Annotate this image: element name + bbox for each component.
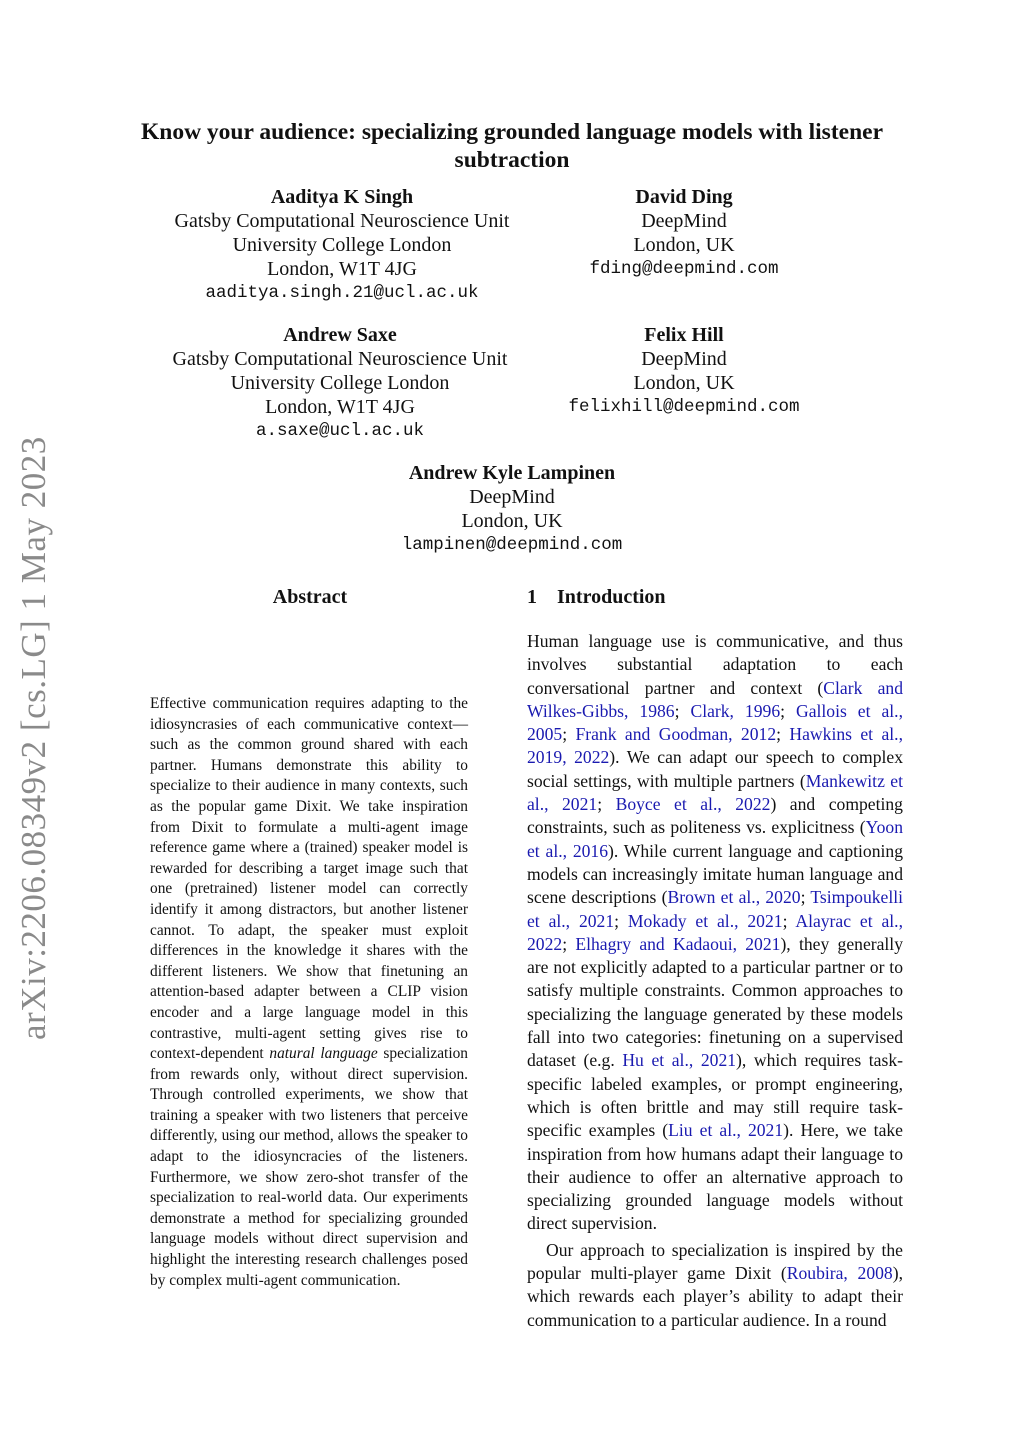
paragraph-text: ;: [674, 700, 691, 721]
citation-link[interactable]: Hawkins et al., 2019, 2022: [527, 724, 903, 768]
author-email[interactable]: aaditya.singh.21@ucl.ac.uk: [205, 283, 479, 303]
section-title: Introduction: [557, 586, 666, 608]
author-address: London, UK: [633, 234, 735, 256]
author-affiliation: DeepMind: [641, 210, 727, 232]
author-affiliation: DeepMind: [641, 348, 727, 370]
abstract-text: [150, 694, 468, 1291]
citation-link[interactable]: Boyce et al., 2022: [615, 794, 771, 815]
author-name: Aaditya K Singh: [270, 186, 414, 208]
paragraph-text: ;: [562, 933, 576, 954]
introduction-paragraph: [527, 1239, 903, 1332]
section-heading-introduction: [527, 586, 666, 609]
paragraph-text: ;: [614, 910, 628, 931]
author-affiliation: Gatsby Computational Neuroscience Unit: [174, 210, 510, 232]
author-block: [312, 461, 712, 557]
paragraph-text: ) and competing constraints, such as politeness vs. explicitness (: [527, 794, 903, 838]
paragraph-text: ). Here, we take inspiration from how humans adapt their language to their audience to offer an alternative approach to specializing grounded language models without direct supervision.: [527, 1120, 903, 1234]
citation-link[interactable]: Mankewitz et al., 2021: [527, 770, 903, 815]
citation-link[interactable]: Mokady et al., 2021: [627, 910, 783, 931]
author-address: London, W1T 4JG: [265, 396, 415, 418]
paragraph-text: Human language use is communicative, and thus involves substantial adaptation to each conversational partner and context (: [527, 631, 903, 698]
author-name: Felix Hill: [644, 324, 724, 346]
citation-link[interactable]: Clark, 1996: [690, 700, 781, 721]
paragraph-text: ;: [780, 700, 796, 721]
paragraph-text: ), which requires task-specific labeled examples, or prompt engineering, which is often brittle and may still require task-specific examples (: [527, 1050, 903, 1141]
paragraph-text: ;: [562, 724, 576, 745]
author-block: [140, 185, 544, 305]
citation-link[interactable]: Alayrac et al., 2022: [527, 910, 903, 954]
introduction-paragraph: [527, 630, 903, 1236]
author-email[interactable]: felixhill@deepmind.com: [568, 397, 800, 417]
paragraph-text: ), they generally are not explicitly adapted to a particular partner or to satisfy multiple constraints. Common approaches to specializing the language generated by these models fall into two categories: finetuning on a supervised dataset (e.g.: [527, 933, 903, 1071]
author-address: London, UK: [461, 510, 563, 532]
paragraph-text: ). We can adapt our speech to complex social settings, with multiple partners (: [527, 747, 903, 791]
author-block: [544, 323, 824, 419]
citation-link[interactable]: Gallois et al., 2005: [527, 700, 903, 745]
paragraph-text: Our approach to specialization is inspired by the popular multi-player game Dixit (: [527, 1239, 903, 1284]
author-affiliation: DeepMind: [469, 486, 555, 508]
author-email[interactable]: a.saxe@ucl.ac.uk: [255, 421, 425, 441]
author-address: London, UK: [633, 372, 735, 394]
author-affiliation: University College London: [230, 372, 450, 394]
abstract-emphasis: natural language: [269, 1045, 378, 1063]
paragraph-text: ). While current language and captioning models can increasingly imitate human language and scene descriptions (: [527, 840, 903, 908]
author-name: Andrew Kyle Lampinen: [408, 462, 616, 484]
abstract-heading: Abstract: [272, 586, 348, 608]
paragraph-text: ), which rewards each player’s ability to adapt their communication to a particular audience. In a round: [527, 1263, 903, 1330]
citation-link[interactable]: Tsimpoukelli et al., 2021: [527, 887, 904, 931]
citation-link[interactable]: Hu et al., 2021: [622, 1050, 737, 1071]
author-name: David Ding: [635, 186, 733, 208]
citation-link[interactable]: Clark and Wilkes-Gibbs, 1986: [527, 677, 903, 721]
author-name: Andrew Saxe: [283, 324, 397, 346]
section-number: 1: [527, 586, 537, 608]
paragraph-text: ;: [776, 724, 790, 745]
citation-link[interactable]: Frank and Goodman, 2012: [575, 724, 777, 745]
paragraph-text: ;: [782, 910, 796, 931]
citation-link[interactable]: Roubira, 2008: [786, 1263, 893, 1284]
paragraph-text: ;: [597, 794, 616, 815]
citation-link[interactable]: Liu et al., 2021: [668, 1120, 784, 1141]
abstract-text-part: specialization from rewards only, without direct supervision. Through controlled experiments, we show that training a speaker with two listeners that perceive differently, using our method, allows the speaker to adapt to the idiosyncracies of the listeners. Furthermore, we show zero-shot transfer of the specialization to real-world data. Our experiments demonstrate a method for specializing grounded language models without direct supervision and highlight the interesting research challenges posed by complex multi-agent communication.: [150, 1045, 468, 1289]
author-affiliation: University College London: [232, 234, 452, 256]
citation-link[interactable]: Elhagry and Kadaoui, 2021: [575, 933, 781, 954]
paragraph-text: ;: [800, 887, 811, 908]
citation-link[interactable]: Yoon et al., 2016: [527, 817, 903, 861]
introduction-body: [527, 630, 903, 1332]
author-email[interactable]: lampinen@deepmind.com: [401, 535, 623, 555]
author-affiliation: Gatsby Computational Neuroscience Unit: [172, 348, 508, 370]
abstract-text-part: Effective communication requires adapting to the idiosyncrasies of each communicative context—such as the common ground shared with each partner. Humans demonstrate this ability to specialize to their audience in many contexts, such as the popular game Dixit. We take inspiration from Dixit to formulate a multi-agent image reference game where a (trained) speaker model is rewarded for describing a target image such that one (pretrained) listener model can correctly identify it among distractors, but another listener cannot. To adapt, the speaker must exploit differences in the knowledge it shares with the different listeners. We show that finetuning an attention-based adapter between a CLIP vision encoder and a large language model in this contrastive, multi-agent setting gives rise to context-dependent: [150, 695, 468, 1063]
author-block: [544, 185, 824, 281]
citation-link[interactable]: Brown et al., 2020: [667, 887, 801, 908]
author-email[interactable]: fding@deepmind.com: [589, 259, 779, 279]
arxiv-side-stamp: arXiv:2206.08349v2 [cs.LG] 1 May 2023: [14, 436, 53, 1040]
paper-title: Know your audience: specializing grounded language models with listener subtraction: [140, 119, 884, 173]
author-address: London, W1T 4JG: [267, 258, 417, 280]
author-block: [138, 323, 542, 443]
